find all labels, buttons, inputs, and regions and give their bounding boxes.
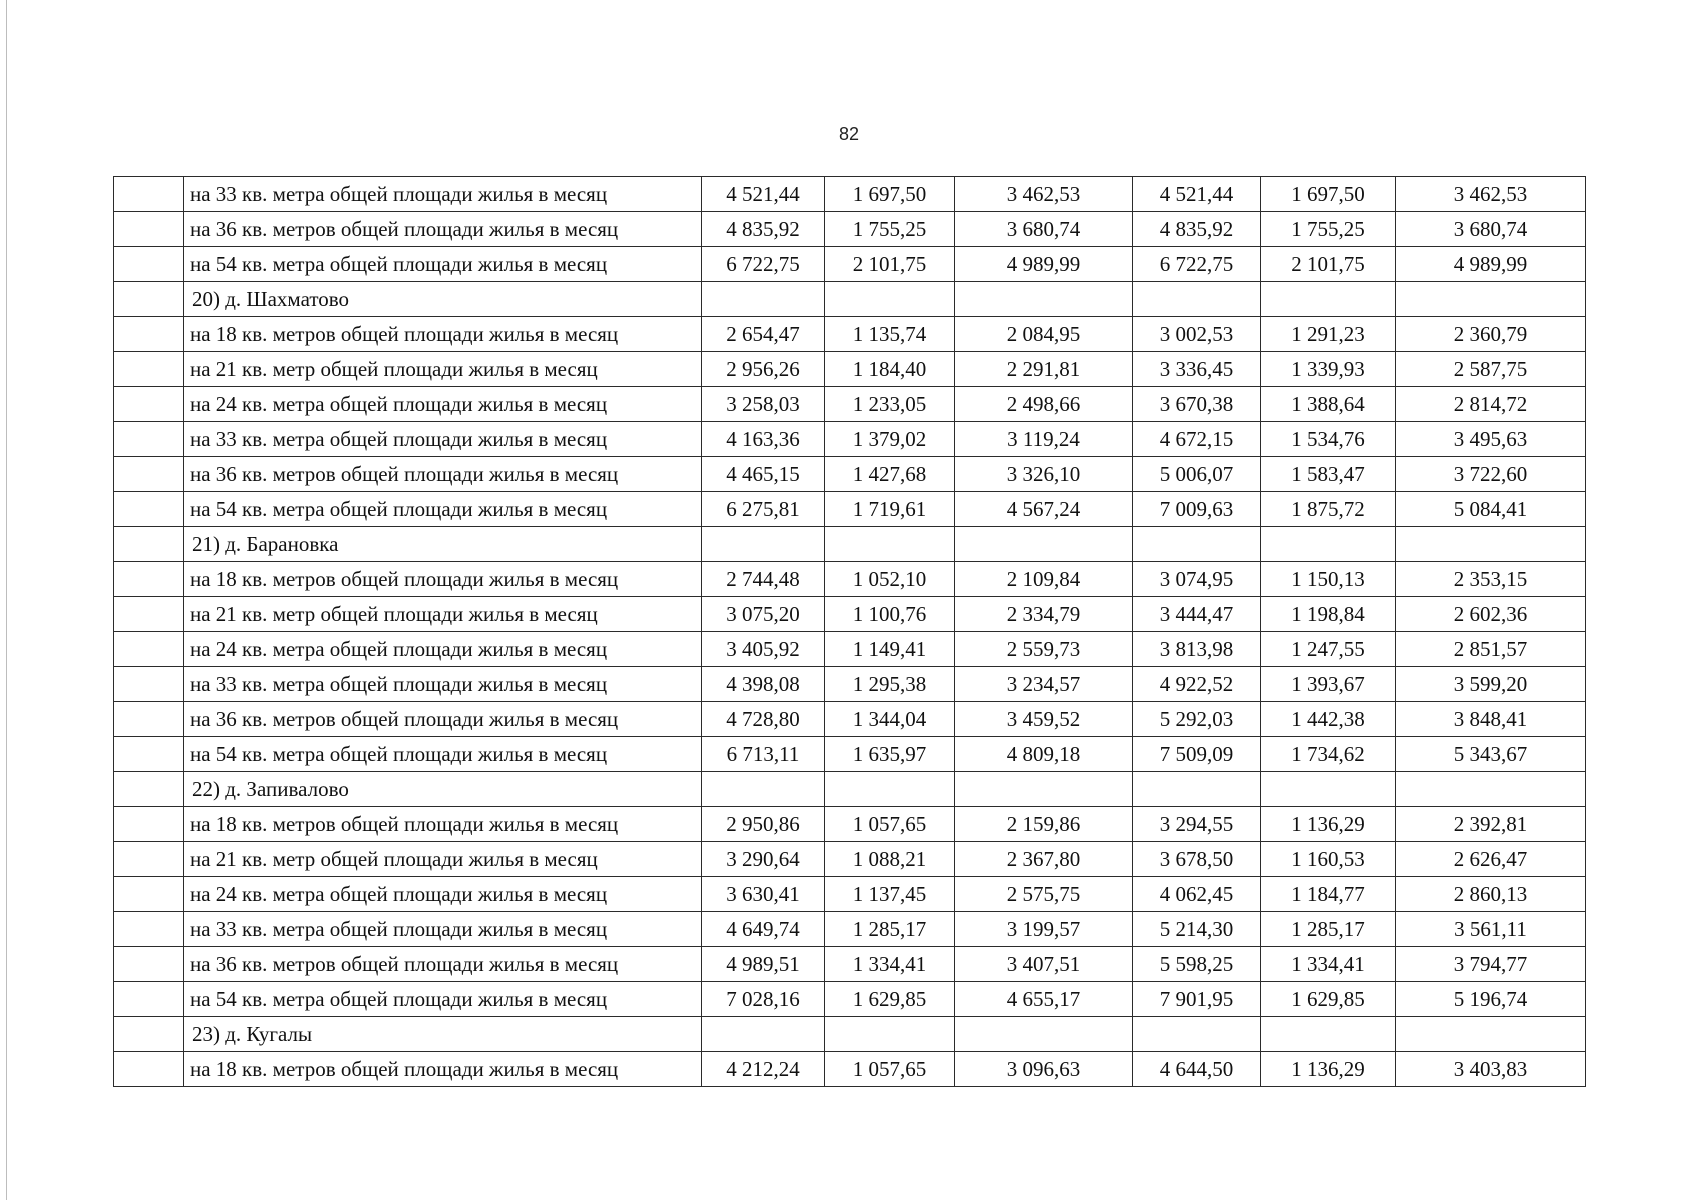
value-cell-2: 1 379,02 — [825, 422, 955, 457]
value-cell-1: 4 835,92 — [702, 212, 825, 247]
row-index-cell — [114, 982, 184, 1017]
settlement-name-cell: 23) д. Кугалы — [184, 1017, 702, 1052]
value-cell-1: 6 275,81 — [702, 492, 825, 527]
row-index-cell — [114, 177, 184, 212]
value-cell-6: 2 392,81 — [1396, 807, 1586, 842]
value-cell-6: 3 680,74 — [1396, 212, 1586, 247]
table-row — [114, 457, 1586, 492]
value-cell-6: 2 851,57 — [1396, 632, 1586, 667]
value-cell-1: 4 989,51 — [702, 947, 825, 982]
value-cell-6: 5 084,41 — [1396, 492, 1586, 527]
value-cell-5: 1 334,41 — [1261, 947, 1396, 982]
table-row — [114, 737, 1586, 772]
value-cell-3 — [955, 527, 1133, 562]
value-cell-1: 4 465,15 — [702, 457, 825, 492]
value-cell-3: 2 159,86 — [955, 807, 1133, 842]
value-cell-4: 4 521,44 — [1133, 177, 1261, 212]
area-norm-cell: на 33 кв. метра общей площади жилья в месяц — [184, 177, 702, 212]
value-cell-2: 1 137,45 — [825, 877, 955, 912]
table-row — [114, 982, 1586, 1017]
value-cell-4: 3 670,38 — [1133, 387, 1261, 422]
value-cell-3: 2 084,95 — [955, 317, 1133, 352]
value-cell-4: 3 002,53 — [1133, 317, 1261, 352]
value-cell-2: 1 719,61 — [825, 492, 955, 527]
area-norm-cell: на 18 кв. метров общей площади жилья в месяц — [184, 807, 702, 842]
value-cell-2: 1 755,25 — [825, 212, 955, 247]
value-cell-4: 5 292,03 — [1133, 702, 1261, 737]
table-row — [114, 947, 1586, 982]
value-cell-3: 3 407,51 — [955, 947, 1133, 982]
value-cell-2: 1 052,10 — [825, 562, 955, 597]
value-cell-2: 1 149,41 — [825, 632, 955, 667]
row-index-cell — [114, 1017, 184, 1052]
value-cell-2 — [825, 282, 955, 317]
value-cell-6: 2 626,47 — [1396, 842, 1586, 877]
row-index-cell — [114, 352, 184, 387]
group-header-row — [114, 282, 1586, 317]
row-index-cell — [114, 632, 184, 667]
value-cell-2: 2 101,75 — [825, 247, 955, 282]
value-cell-3: 4 567,24 — [955, 492, 1133, 527]
value-cell-6: 3 599,20 — [1396, 667, 1586, 702]
value-cell-1: 2 950,86 — [702, 807, 825, 842]
value-cell-5: 1 697,50 — [1261, 177, 1396, 212]
value-cell-6: 3 794,77 — [1396, 947, 1586, 982]
value-cell-6: 3 462,53 — [1396, 177, 1586, 212]
table-row — [114, 667, 1586, 702]
table-body — [114, 177, 1586, 1087]
value-cell-6: 2 360,79 — [1396, 317, 1586, 352]
value-cell-5: 1 388,64 — [1261, 387, 1396, 422]
table-row — [114, 352, 1586, 387]
value-cell-3: 2 109,84 — [955, 562, 1133, 597]
row-index-cell — [114, 772, 184, 807]
value-cell-4 — [1133, 1017, 1261, 1052]
value-cell-4: 4 644,50 — [1133, 1052, 1261, 1087]
area-norm-cell: на 54 кв. метра общей площади жилья в месяц — [184, 247, 702, 282]
value-cell-2: 1 057,65 — [825, 807, 955, 842]
table-row — [114, 177, 1586, 212]
value-cell-4: 7 901,95 — [1133, 982, 1261, 1017]
row-index-cell — [114, 1052, 184, 1087]
page-number: 82 — [838, 124, 860, 144]
value-cell-3: 2 559,73 — [955, 632, 1133, 667]
value-cell-5: 1 583,47 — [1261, 457, 1396, 492]
row-index-cell — [114, 667, 184, 702]
table-row — [114, 632, 1586, 667]
table-row — [114, 597, 1586, 632]
table-row — [114, 317, 1586, 352]
value-cell-2: 1 334,41 — [825, 947, 955, 982]
table-row — [114, 562, 1586, 597]
value-cell-5: 1 393,67 — [1261, 667, 1396, 702]
value-cell-5: 1 198,84 — [1261, 597, 1396, 632]
value-cell-1: 2 744,48 — [702, 562, 825, 597]
value-cell-4: 6 722,75 — [1133, 247, 1261, 282]
row-index-cell — [114, 947, 184, 982]
value-cell-4: 5 006,07 — [1133, 457, 1261, 492]
value-cell-4: 5 214,30 — [1133, 912, 1261, 947]
area-norm-cell: на 18 кв. метров общей площади жилья в месяц — [184, 562, 702, 597]
value-cell-4 — [1133, 282, 1261, 317]
value-cell-4 — [1133, 527, 1261, 562]
value-cell-5: 1 755,25 — [1261, 212, 1396, 247]
table-row — [114, 1052, 1586, 1087]
scan-edge-line — [6, 0, 7, 1200]
area-norm-cell: на 21 кв. метр общей площади жилья в месяц — [184, 842, 702, 877]
value-cell-4: 3 444,47 — [1133, 597, 1261, 632]
value-cell-5: 1 339,93 — [1261, 352, 1396, 387]
value-cell-1: 4 398,08 — [702, 667, 825, 702]
value-cell-3 — [955, 282, 1133, 317]
value-cell-6: 3 848,41 — [1396, 702, 1586, 737]
value-cell-1: 4 649,74 — [702, 912, 825, 947]
row-index-cell — [114, 282, 184, 317]
value-cell-4: 3 813,98 — [1133, 632, 1261, 667]
value-cell-4: 7 509,09 — [1133, 737, 1261, 772]
value-cell-1: 7 028,16 — [702, 982, 825, 1017]
value-cell-3: 4 989,99 — [955, 247, 1133, 282]
value-cell-2: 1 427,68 — [825, 457, 955, 492]
table-row — [114, 387, 1586, 422]
value-cell-3: 2 367,80 — [955, 842, 1133, 877]
settlement-name-cell: 21) д. Барановка — [184, 527, 702, 562]
value-cell-2: 1 344,04 — [825, 702, 955, 737]
row-index-cell — [114, 387, 184, 422]
table-row — [114, 842, 1586, 877]
value-cell-5: 1 160,53 — [1261, 842, 1396, 877]
value-cell-1: 3 290,64 — [702, 842, 825, 877]
value-cell-5: 1 285,17 — [1261, 912, 1396, 947]
area-norm-cell: на 36 кв. метров общей площади жилья в месяц — [184, 702, 702, 737]
value-cell-6: 3 495,63 — [1396, 422, 1586, 457]
value-cell-2: 1 635,97 — [825, 737, 955, 772]
value-cell-2: 1 088,21 — [825, 842, 955, 877]
value-cell-4: 4 672,15 — [1133, 422, 1261, 457]
value-cell-3: 3 680,74 — [955, 212, 1133, 247]
value-cell-3: 3 096,63 — [955, 1052, 1133, 1087]
value-cell-4: 5 598,25 — [1133, 947, 1261, 982]
table-row — [114, 492, 1586, 527]
value-cell-5: 1 247,55 — [1261, 632, 1396, 667]
area-norm-cell: на 36 кв. метров общей площади жилья в месяц — [184, 947, 702, 982]
value-cell-3: 3 199,57 — [955, 912, 1133, 947]
value-cell-6 — [1396, 527, 1586, 562]
value-cell-3 — [955, 772, 1133, 807]
row-index-cell — [114, 457, 184, 492]
value-cell-2 — [825, 1017, 955, 1052]
value-cell-5: 1 875,72 — [1261, 492, 1396, 527]
value-cell-2: 1 629,85 — [825, 982, 955, 1017]
value-cell-6: 2 602,36 — [1396, 597, 1586, 632]
area-norm-cell: на 33 кв. метра общей площади жилья в месяц — [184, 422, 702, 457]
area-norm-cell: на 18 кв. метров общей площади жилья в месяц — [184, 1052, 702, 1087]
table-row — [114, 212, 1586, 247]
value-cell-1: 3 405,92 — [702, 632, 825, 667]
row-index-cell — [114, 737, 184, 772]
area-norm-cell: на 24 кв. метра общей площади жилья в месяц — [184, 877, 702, 912]
value-cell-6: 2 353,15 — [1396, 562, 1586, 597]
value-cell-5: 1 442,38 — [1261, 702, 1396, 737]
value-cell-3: 2 575,75 — [955, 877, 1133, 912]
value-cell-4: 4 062,45 — [1133, 877, 1261, 912]
value-cell-2: 1 135,74 — [825, 317, 955, 352]
value-cell-3: 3 462,53 — [955, 177, 1133, 212]
value-cell-1: 6 722,75 — [702, 247, 825, 282]
value-cell-2: 1 697,50 — [825, 177, 955, 212]
value-cell-1 — [702, 282, 825, 317]
value-cell-3 — [955, 1017, 1133, 1052]
area-norm-cell: на 54 кв. метра общей площади жилья в месяц — [184, 737, 702, 772]
row-index-cell — [114, 247, 184, 282]
value-cell-1: 4 728,80 — [702, 702, 825, 737]
value-cell-3: 3 234,57 — [955, 667, 1133, 702]
value-cell-6: 2 814,72 — [1396, 387, 1586, 422]
row-index-cell — [114, 877, 184, 912]
area-norm-cell: на 21 кв. метр общей площади жилья в месяц — [184, 597, 702, 632]
value-cell-3: 4 655,17 — [955, 982, 1133, 1017]
value-cell-4: 3 294,55 — [1133, 807, 1261, 842]
value-cell-6 — [1396, 1017, 1586, 1052]
value-cell-5: 2 101,75 — [1261, 247, 1396, 282]
settlement-name-cell: 20) д. Шахматово — [184, 282, 702, 317]
value-cell-4: 3 678,50 — [1133, 842, 1261, 877]
value-cell-5: 1 136,29 — [1261, 807, 1396, 842]
group-header-row — [114, 527, 1586, 562]
value-cell-3: 2 498,66 — [955, 387, 1133, 422]
value-cell-1: 6 713,11 — [702, 737, 825, 772]
value-cell-3: 3 459,52 — [955, 702, 1133, 737]
value-cell-5: 1 136,29 — [1261, 1052, 1396, 1087]
value-cell-6: 5 196,74 — [1396, 982, 1586, 1017]
area-norm-cell: на 54 кв. метра общей площади жилья в месяц — [184, 492, 702, 527]
value-cell-1: 4 163,36 — [702, 422, 825, 457]
row-index-cell — [114, 597, 184, 632]
value-cell-4: 3 074,95 — [1133, 562, 1261, 597]
value-cell-2 — [825, 527, 955, 562]
row-index-cell — [114, 317, 184, 352]
row-index-cell — [114, 492, 184, 527]
table-row — [114, 877, 1586, 912]
value-cell-1: 4 212,24 — [702, 1052, 825, 1087]
value-cell-6 — [1396, 772, 1586, 807]
area-norm-cell: на 24 кв. метра общей площади жилья в месяц — [184, 632, 702, 667]
value-cell-1: 3 258,03 — [702, 387, 825, 422]
value-cell-4: 4 922,52 — [1133, 667, 1261, 702]
value-cell-5: 1 150,13 — [1261, 562, 1396, 597]
value-cell-4: 4 835,92 — [1133, 212, 1261, 247]
table-row — [114, 912, 1586, 947]
value-cell-1: 2 956,26 — [702, 352, 825, 387]
value-cell-6: 2 860,13 — [1396, 877, 1586, 912]
value-cell-5 — [1261, 527, 1396, 562]
area-norm-cell: на 36 кв. метров общей площади жилья в месяц — [184, 457, 702, 492]
value-cell-6: 2 587,75 — [1396, 352, 1586, 387]
table-row — [114, 807, 1586, 842]
value-cell-5 — [1261, 1017, 1396, 1052]
area-norm-cell: на 24 кв. метра общей площади жилья в месяц — [184, 387, 702, 422]
value-cell-2: 1 233,05 — [825, 387, 955, 422]
value-cell-5 — [1261, 772, 1396, 807]
value-cell-6: 3 403,83 — [1396, 1052, 1586, 1087]
value-cell-5: 1 734,62 — [1261, 737, 1396, 772]
value-cell-2 — [825, 772, 955, 807]
value-cell-6: 3 722,60 — [1396, 457, 1586, 492]
value-cell-6: 3 561,11 — [1396, 912, 1586, 947]
row-index-cell — [114, 702, 184, 737]
area-norm-cell: на 18 кв. метров общей площади жилья в месяц — [184, 317, 702, 352]
value-cell-1: 3 075,20 — [702, 597, 825, 632]
value-cell-5: 1 184,77 — [1261, 877, 1396, 912]
value-cell-3: 3 119,24 — [955, 422, 1133, 457]
area-norm-cell: на 54 кв. метра общей площади жилья в месяц — [184, 982, 702, 1017]
row-index-cell — [114, 527, 184, 562]
value-cell-2: 1 057,65 — [825, 1052, 955, 1087]
tariff-table — [113, 176, 1586, 1087]
row-index-cell — [114, 212, 184, 247]
value-cell-5: 1 629,85 — [1261, 982, 1396, 1017]
value-cell-4: 7 009,63 — [1133, 492, 1261, 527]
value-cell-6: 4 989,99 — [1396, 247, 1586, 282]
value-cell-4: 3 336,45 — [1133, 352, 1261, 387]
value-cell-1: 2 654,47 — [702, 317, 825, 352]
value-cell-1 — [702, 772, 825, 807]
row-index-cell — [114, 807, 184, 842]
row-index-cell — [114, 562, 184, 597]
value-cell-2: 1 184,40 — [825, 352, 955, 387]
table-row — [114, 422, 1586, 457]
group-header-row — [114, 1017, 1586, 1052]
value-cell-6 — [1396, 282, 1586, 317]
area-norm-cell: на 36 кв. метров общей площади жилья в месяц — [184, 212, 702, 247]
table-row — [114, 702, 1586, 737]
value-cell-1: 4 521,44 — [702, 177, 825, 212]
area-norm-cell: на 33 кв. метра общей площади жилья в месяц — [184, 912, 702, 947]
row-index-cell — [114, 912, 184, 947]
value-cell-2: 1 100,76 — [825, 597, 955, 632]
value-cell-5 — [1261, 282, 1396, 317]
value-cell-2: 1 295,38 — [825, 667, 955, 702]
value-cell-1 — [702, 1017, 825, 1052]
row-index-cell — [114, 842, 184, 877]
group-header-row — [114, 772, 1586, 807]
value-cell-6: 5 343,67 — [1396, 737, 1586, 772]
area-norm-cell: на 33 кв. метра общей площади жилья в месяц — [184, 667, 702, 702]
value-cell-1: 3 630,41 — [702, 877, 825, 912]
value-cell-5: 1 291,23 — [1261, 317, 1396, 352]
value-cell-4 — [1133, 772, 1261, 807]
row-index-cell — [114, 422, 184, 457]
value-cell-5: 1 534,76 — [1261, 422, 1396, 457]
area-norm-cell: на 21 кв. метр общей площади жилья в месяц — [184, 352, 702, 387]
settlement-name-cell: 22) д. Запивалово — [184, 772, 702, 807]
value-cell-1 — [702, 527, 825, 562]
table-row — [114, 247, 1586, 282]
value-cell-3: 4 809,18 — [955, 737, 1133, 772]
value-cell-3: 2 334,79 — [955, 597, 1133, 632]
value-cell-2: 1 285,17 — [825, 912, 955, 947]
value-cell-3: 3 326,10 — [955, 457, 1133, 492]
value-cell-3: 2 291,81 — [955, 352, 1133, 387]
